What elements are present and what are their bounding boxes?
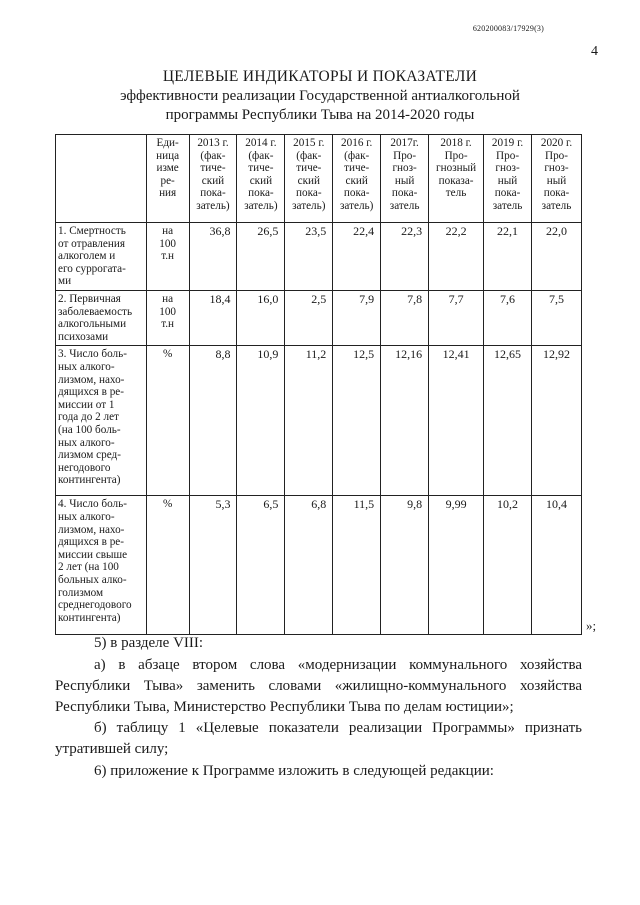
indicator-name-cell: 2. Первичная заболеваемость алкогольными психозами bbox=[56, 290, 147, 345]
header-cell-2018: 2018 г. Про- гнозный показа- тель bbox=[429, 135, 484, 223]
value-cell: 7,5 bbox=[532, 290, 582, 345]
header-cell-2020: 2020 г. Про- гноз- ный пока- затель bbox=[532, 135, 582, 223]
table-row bbox=[56, 290, 582, 345]
table-header-row bbox=[56, 135, 582, 223]
value-cell: 10,4 bbox=[532, 496, 582, 635]
value-cell: 7,6 bbox=[484, 290, 532, 345]
closing-quote-mark: »; bbox=[586, 618, 597, 633]
value-cell: 5,3 bbox=[189, 496, 237, 635]
value-cell: 9,8 bbox=[381, 496, 429, 635]
value-cell: 2,5 bbox=[285, 290, 333, 345]
value-cell: 6,5 bbox=[237, 496, 285, 635]
value-cell: 26,5 bbox=[237, 223, 285, 291]
value-cell: 12,5 bbox=[333, 346, 381, 496]
value-cell: 10,2 bbox=[484, 496, 532, 635]
value-cell: 6,8 bbox=[285, 496, 333, 635]
header-cell-2016: 2016 г. (фак- тиче- ский пока- затель) bbox=[333, 135, 381, 223]
unit-cell: % bbox=[146, 496, 189, 635]
paragraph: б) таблицу 1 «Целевые показатели реализации Программы» признать утратившей силу; bbox=[55, 719, 582, 757]
unit-cell: на 100 т.н bbox=[146, 290, 189, 345]
title-subline-1: эффективности реализации Государственной антиалкогольной bbox=[120, 88, 520, 104]
value-cell: 22,4 bbox=[333, 223, 381, 291]
table-row bbox=[56, 496, 582, 635]
value-cell: 22,0 bbox=[532, 223, 582, 291]
value-cell: 12,16 bbox=[381, 346, 429, 496]
title-block bbox=[0, 67, 640, 125]
indicators-table bbox=[55, 134, 582, 635]
header-cell-indicator bbox=[56, 135, 147, 223]
body-text bbox=[55, 632, 582, 782]
value-cell: 36,8 bbox=[189, 223, 237, 291]
value-cell: 11,2 bbox=[285, 346, 333, 496]
indicator-name-cell: 4. Число боль- ных алкого- лизмом, нахо- дящихся в ре- миссии свыше 2 лет (на 100 больных алко- голизмом среднегодового контингента) bbox=[56, 496, 147, 635]
header-cell-unit: Еди- ница изме ре- ния bbox=[146, 135, 189, 223]
indicator-name-cell: 1. Смертность от отравления алкоголем и его суррогата- ми bbox=[56, 223, 147, 291]
value-cell: 12,65 bbox=[484, 346, 532, 496]
value-cell: 7,9 bbox=[333, 290, 381, 345]
page-title: ЦЕЛЕВЫЕ ИНДИКАТОРЫ И ПОКАЗАТЕЛИ bbox=[162, 68, 478, 85]
value-cell: 7,8 bbox=[381, 290, 429, 345]
paragraph: 5) в разделе VIII: bbox=[94, 635, 204, 651]
value-cell: 10,9 bbox=[237, 346, 285, 496]
value-cell: 8,8 bbox=[189, 346, 237, 496]
header-cell-2013: 2013 г. (фак- тиче- ский пока- затель) bbox=[189, 135, 237, 223]
header-cell-2019: 2019 г. Про- гноз- ный пока- затель bbox=[484, 135, 532, 223]
value-cell: 16,0 bbox=[237, 290, 285, 345]
value-cell: 22,3 bbox=[381, 223, 429, 291]
value-cell: 22,2 bbox=[429, 223, 484, 291]
unit-cell: на 100 т.н bbox=[146, 223, 189, 291]
page-number: 4 bbox=[591, 44, 598, 59]
paragraph: 6) приложение к Программе изложить в следующей редакции: bbox=[94, 762, 494, 779]
indicator-name-cell: 3. Число боль- ных алкого- лизмом, нахо- дящихся в ре- миссии от 1 года до 2 лет (на 100 боль- ных алкого- лизмом сред- негодового контингента) bbox=[56, 346, 147, 496]
header-cell-2014: 2014 г. (фак- тиче- ский пока- затель) bbox=[237, 135, 285, 223]
unit-cell: % bbox=[146, 346, 189, 496]
header-cell-2017: 2017г. Про- гноз- ный пока- затель bbox=[381, 135, 429, 223]
table-row bbox=[56, 223, 582, 291]
table-row bbox=[56, 346, 582, 496]
header-cell-2015: 2015 г. (фак- тиче- ский пока- затель) bbox=[285, 135, 333, 223]
paragraph: а) в абзаце втором слова «модернизации коммунального хозяйства Республики Тыва» заменить словами «жилищно-коммунального хозяйства Республики Тыва, Министерство Республики Тыва по делам юстиции»; bbox=[55, 656, 582, 715]
value-cell: 7,7 bbox=[429, 290, 484, 345]
document-code: 620200083/17929(3) bbox=[472, 24, 544, 33]
value-cell: 12,92 bbox=[532, 346, 582, 496]
value-cell: 23,5 bbox=[285, 223, 333, 291]
value-cell: 9,99 bbox=[429, 496, 484, 635]
value-cell: 11,5 bbox=[333, 496, 381, 635]
value-cell: 18,4 bbox=[189, 290, 237, 345]
value-cell: 12,41 bbox=[429, 346, 484, 496]
title-subline-2: программы Республики Тыва на 2014-2020 годы bbox=[165, 107, 475, 123]
value-cell: 22,1 bbox=[484, 223, 532, 291]
